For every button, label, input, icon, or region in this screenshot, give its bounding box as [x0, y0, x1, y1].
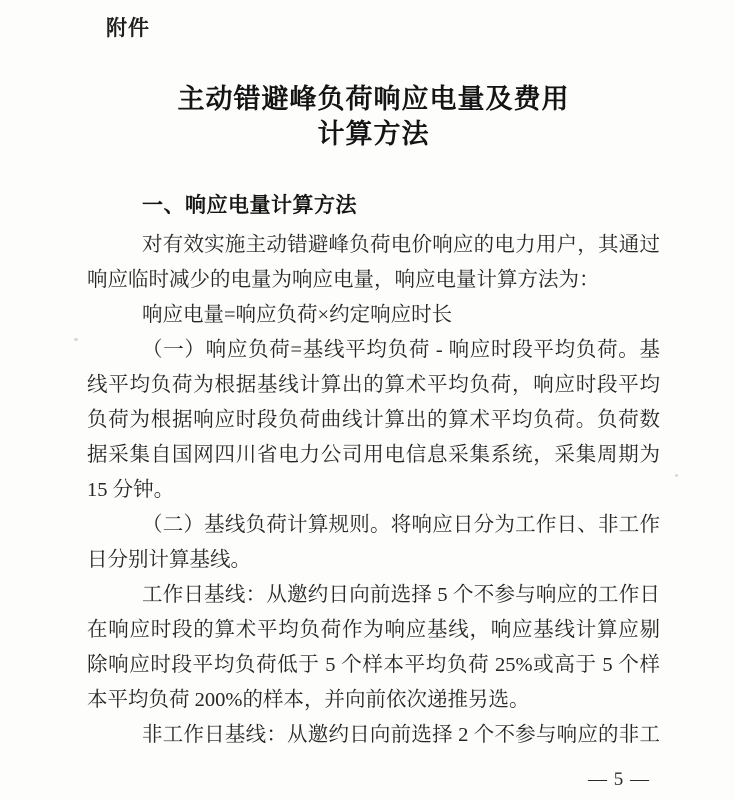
body-line: 除响应时段平均负荷低于 5 个样本平均负荷 25%或高于 5 个样	[87, 654, 660, 676]
body-line: 本平均负荷 200%的样本，并向前依次递推另选。	[87, 689, 530, 711]
title-line-1: 主动错避峰负荷响应电量及费用	[177, 84, 570, 114]
body-line: 负荷为根据响应时段负荷曲线计算出的算术平均负荷。负荷数	[87, 409, 660, 431]
paragraph	[87, 228, 660, 298]
document-title	[87, 82, 660, 152]
body-line: 日分别计算基线。	[87, 549, 251, 571]
paragraph	[87, 298, 660, 333]
body-line: 据采集自国网四川省电力公司用电信息采集系统，采集周期为	[87, 444, 660, 466]
paragraph	[87, 578, 660, 718]
body-line: 在响应时段的算术平均负荷作为响应基线，响应基线计算应剔	[87, 619, 660, 641]
body-line: （一）响应负荷=基线平均负荷 - 响应时段平均负荷。基	[142, 339, 660, 361]
body-line: 15 分钟。	[87, 479, 175, 501]
body-line: 工作日基线：从邀约日向前选择 5 个不参与响应的工作日	[142, 584, 660, 606]
paragraph	[87, 718, 660, 753]
paragraph	[87, 508, 660, 578]
scan-speck	[74, 338, 78, 341]
page-number: — 5 —	[588, 769, 650, 790]
body-line: 对有效实施主动错避峰负荷电价响应的电力用户，其通过	[142, 234, 660, 256]
document-body	[87, 228, 660, 753]
title-line-2: 计算方法	[317, 119, 430, 149]
paragraph	[87, 333, 660, 508]
scan-speck	[675, 474, 678, 477]
body-line: 响应电量=响应负荷×约定响应时长	[142, 304, 453, 326]
body-line: 响应临时减少的电量为响应电量，响应电量计算方法为：	[87, 269, 600, 291]
body-line: 线平均负荷为根据基线计算出的算术平均负荷，响应时段平均	[87, 374, 660, 396]
body-line: 非工作日基线：从邀约日向前选择 2 个不参与响应的非工	[142, 724, 660, 746]
attachment-label: 附件	[106, 17, 150, 40]
body-line: （二）基线负荷计算规则。将响应日分为工作日、非工作	[142, 514, 660, 536]
section-heading: 一、响应电量计算方法	[142, 194, 357, 217]
